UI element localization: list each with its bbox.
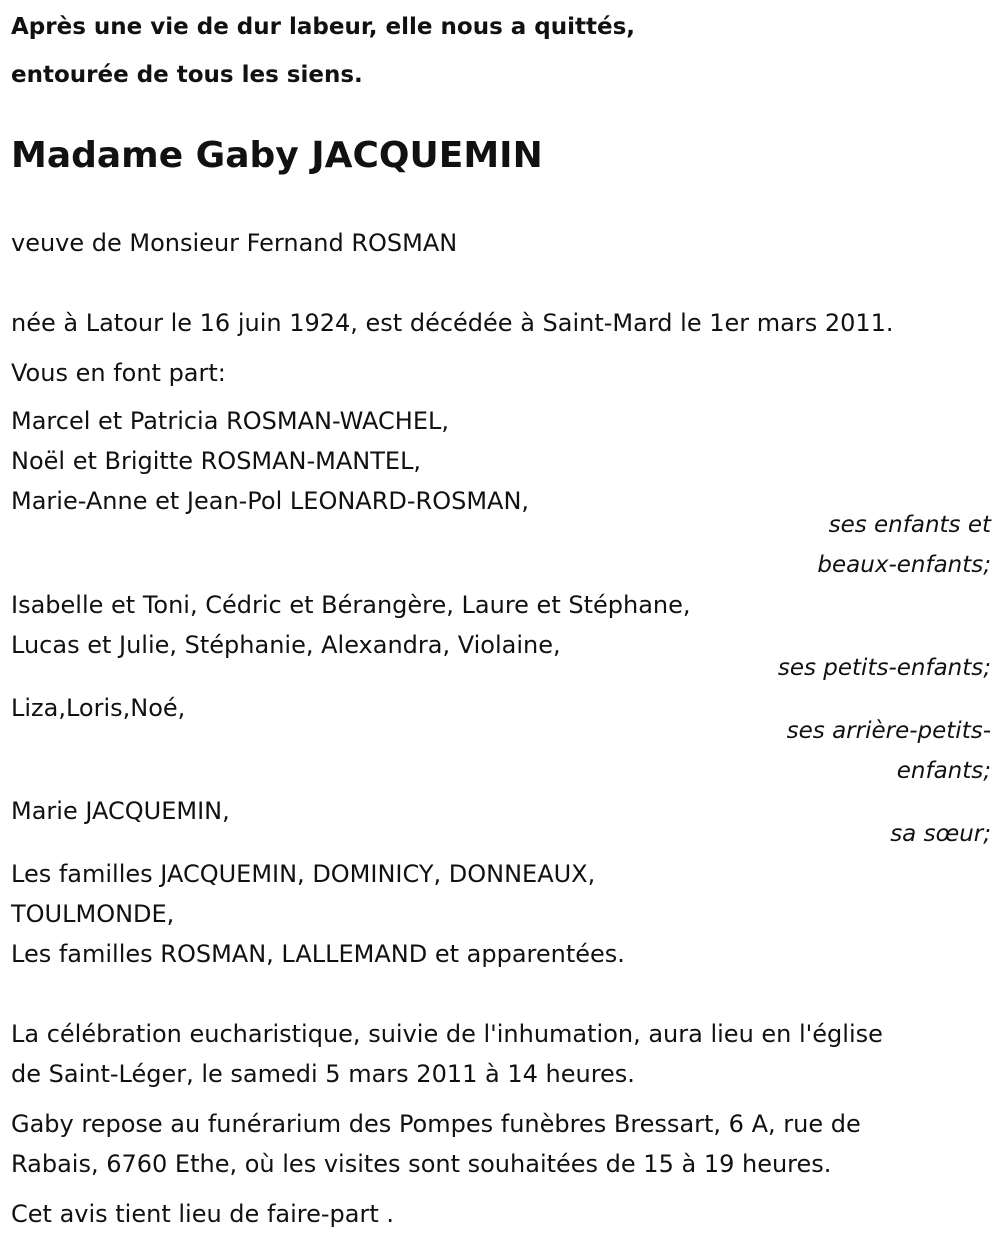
birth-death-line: née à Latour le 16 juin 1924, est décédée à Saint-Mard le 1er mars 2011. [11, 309, 894, 337]
child-line: Noël et Brigitte ROSMAN-MANTEL, [11, 447, 422, 475]
funeral-home-line: Rabais, 6760 Ethe, où les visites sont souhaitées de 15 à 19 heures. [11, 1150, 832, 1178]
closing-line: Cet avis tient lieu de faire-part . [11, 1200, 395, 1228]
family-line: Les familles ROSMAN, LALLEMAND et apparentées. [11, 940, 625, 968]
sister-line: Marie JACQUEMIN, [11, 797, 230, 825]
sister-role: sa sœur; [890, 821, 991, 847]
ceremony-line: de Saint-Léger, le samedi 5 mars 2011 à 14 heures. [11, 1060, 635, 1088]
family-line: TOULMONDE, [11, 900, 175, 928]
spouse-line: veuve de Monsieur Fernand ROSMAN [11, 229, 458, 257]
grandchild-line: Isabelle et Toni, Cédric et Bérangère, Laure et Stéphane, [11, 591, 691, 619]
children-role-2: beaux-enfants; [817, 552, 991, 578]
child-line: Marcel et Patricia ROSMAN-WACHEL, [11, 407, 450, 435]
intro-line-2: entourée de tous les siens. [11, 62, 363, 88]
great-grandchildren-role-2: enfants; [896, 758, 991, 784]
family-line: Les familles JACQUEMIN, DOMINICY, DONNEAUX, [11, 860, 596, 888]
intro-line-1: Après une vie de dur labeur, elle nous a quittés, [11, 14, 636, 40]
children-role-1: ses enfants et [828, 512, 991, 538]
deceased-name: Madame Gaby JACQUEMIN [11, 135, 543, 176]
ceremony-line: La célébration eucharistique, suivie de l'inhumation, aura lieu en l'église [11, 1020, 883, 1048]
funeral-home-line: Gaby repose au funérarium des Pompes funèbres Bressart, 6 A, rue de [11, 1110, 861, 1138]
grandchild-line: Lucas et Julie, Stéphanie, Alexandra, Violaine, [11, 631, 561, 659]
announce-line: Vous en font part: [11, 359, 226, 387]
great-grandchildren-role-1: ses arrière-petits- [786, 718, 991, 744]
child-line: Marie-Anne et Jean-Pol LEONARD-ROSMAN, [11, 487, 530, 515]
great-grandchild-line: Liza,Loris,Noé, [11, 694, 186, 722]
grandchildren-role: ses petits-enfants; [777, 655, 991, 681]
